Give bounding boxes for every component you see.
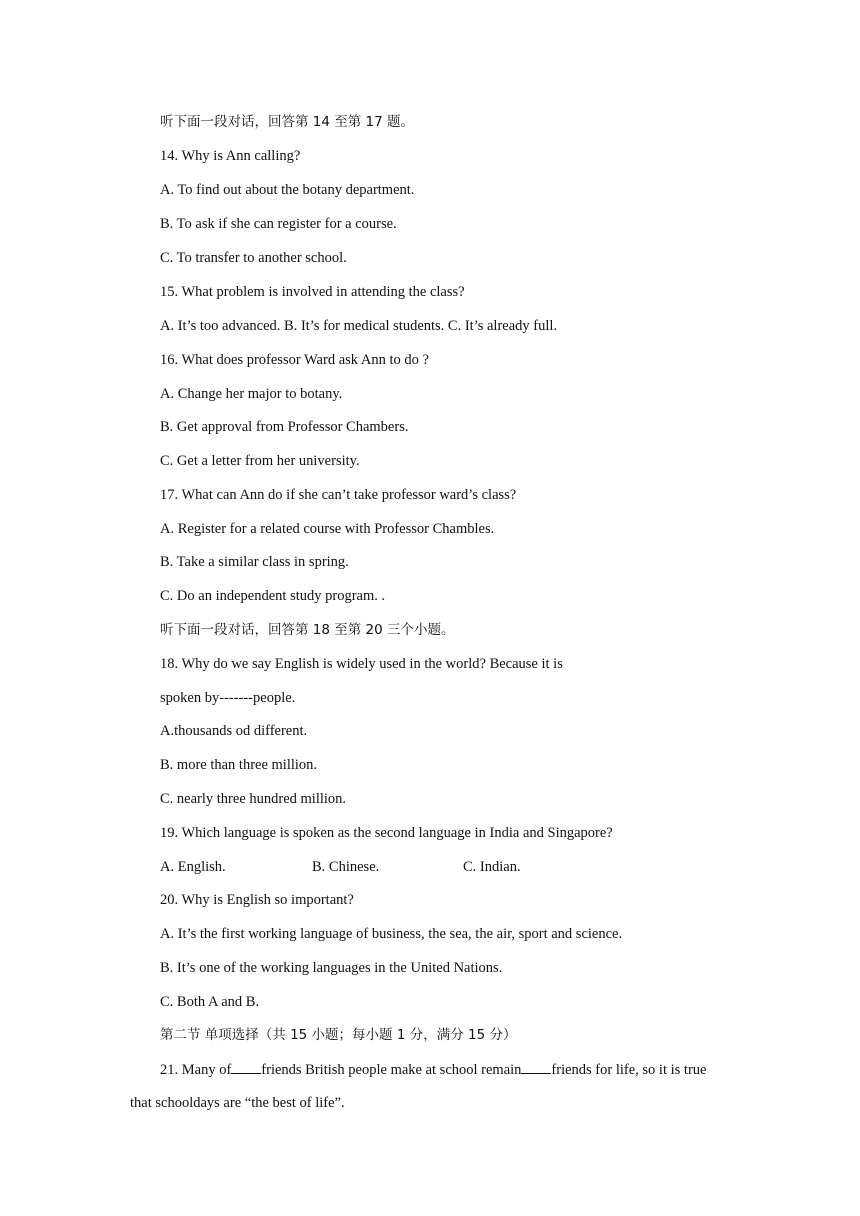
question-17-option-c: C. Do an independent study program. . <box>160 588 386 604</box>
question-18-option-c: C. nearly three hundred million. <box>160 791 347 807</box>
question-21-part-1: 21. Many of <box>160 1062 232 1078</box>
question-18-option-b: B. more than three million. <box>160 757 318 773</box>
section-intro-18-20: 听下面一段对话，回答第 18 至第 20 三个小题。 <box>160 622 455 638</box>
question-15-stem: 15. What problem is involved in attending the class? <box>160 284 465 300</box>
question-18-option-a: A.thousands od different. <box>160 723 308 739</box>
question-19-option-c: C. Indian. <box>463 859 521 875</box>
question-21-stem-continued: that schooldays are “the best of life”. <box>130 1095 345 1111</box>
question-18-stem-continued: spoken by-------people. <box>160 690 296 706</box>
question-20-option-b: B. It’s one of the working languages in the United Nations. <box>160 960 503 976</box>
question-21-stem <box>160 1060 706 1079</box>
question-20-option-a: A. It’s the first working language of business, the sea, the air, sport and science. <box>160 926 623 942</box>
question-14-option-c: C. To transfer to another school. <box>160 250 347 266</box>
question-14-option-a: A. To find out about the botany department. <box>160 182 415 198</box>
section-heading-single-choice: 第二节 单项选择（共 15 小题；每小题 1 分，满分 15 分） <box>160 1027 517 1043</box>
question-15-options: A. It’s too advanced. B. It’s for medical students. C. It’s already full. <box>160 318 558 334</box>
question-19-option-b: B. Chinese. <box>312 859 380 875</box>
question-21-part-2: friends British people make at school remain <box>261 1062 522 1078</box>
question-19-options <box>160 858 521 876</box>
question-20-option-c: C. Both A and B. <box>160 994 260 1010</box>
question-14-option-b: B. To ask if she can register for a course. <box>160 216 397 232</box>
question-19-option-a: A. English. <box>160 859 226 875</box>
question-16-stem: 16. What does professor Ward ask Ann to do ? <box>160 352 429 368</box>
question-17-option-b: B. Take a similar class in spring. <box>160 554 349 570</box>
answer-blank-2 <box>521 1060 551 1074</box>
question-14-stem: 14. Why is Ann calling? <box>160 148 301 164</box>
answer-blank-1 <box>231 1060 261 1074</box>
question-18-stem: 18. Why do we say English is widely used in the world? Because it is <box>160 656 563 672</box>
question-16-option-b: B. Get approval from Professor Chambers. <box>160 419 409 435</box>
section-intro-14-17: 听下面一段对话，回答第 14 至第 17 题。 <box>160 114 415 130</box>
question-17-option-a: A. Register for a related course with Professor Chambles. <box>160 521 495 537</box>
question-21-part-3: friends for life, so it is true <box>551 1062 707 1078</box>
question-20-stem: 20. Why is English so important? <box>160 892 354 908</box>
question-19-stem: 19. Which language is spoken as the second language in India and Singapore? <box>160 825 613 841</box>
question-16-option-a: A. Change her major to botany. <box>160 386 343 402</box>
question-16-option-c: C. Get a letter from her university. <box>160 453 360 469</box>
question-17-stem: 17. What can Ann do if she can’t take professor ward’s class? <box>160 487 517 503</box>
